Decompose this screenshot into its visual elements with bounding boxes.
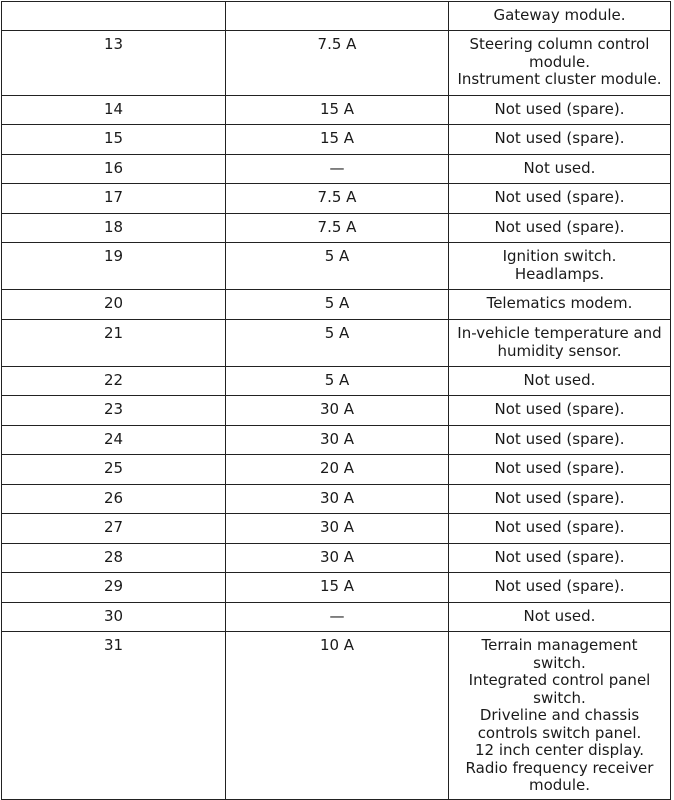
protected-component-cell bbox=[449, 96, 671, 125]
table-row bbox=[2, 426, 671, 455]
protected-component-line: In-vehicle temperature and bbox=[457, 324, 662, 342]
protected-component-cell bbox=[449, 485, 671, 514]
protected-component-line: Not used (spare). bbox=[494, 129, 625, 147]
protected-component-line: controls switch panel. bbox=[477, 723, 642, 742]
protected-component-cell bbox=[449, 603, 671, 632]
fuse-number-cell: 21 bbox=[2, 320, 226, 367]
protected-component-line: Steering column control bbox=[469, 35, 650, 53]
fuse-number-cell: 23 bbox=[2, 396, 226, 426]
protected-component-line: Not used (spare). bbox=[494, 577, 625, 595]
protected-component-line: Not used. bbox=[523, 159, 596, 177]
protected-component-cell bbox=[449, 155, 671, 184]
table-row bbox=[2, 603, 671, 632]
fuse-number-cell: 28 bbox=[2, 544, 226, 573]
fuse-rating-cell: 20 A bbox=[226, 455, 449, 485]
fuse-rating-cell: — bbox=[226, 603, 449, 632]
protected-component-cell bbox=[449, 632, 671, 800]
protected-component-line: Not used (spare). bbox=[494, 548, 625, 566]
fuse-number-cell: 14 bbox=[2, 96, 226, 125]
protected-component-cell bbox=[449, 184, 671, 214]
fuse-number-cell: 18 bbox=[2, 214, 226, 243]
protected-component-cell bbox=[449, 514, 671, 544]
fuse-rating-cell: 7.5 A bbox=[226, 214, 449, 243]
protected-component-cell bbox=[449, 214, 671, 243]
fuse-number-cell: 31 bbox=[2, 632, 226, 800]
protected-component-line: Not used (spare). bbox=[494, 489, 625, 507]
protected-component-cell bbox=[449, 367, 671, 396]
table-row bbox=[2, 367, 671, 396]
protected-component-line: 12 inch center display. bbox=[475, 741, 644, 759]
table-row bbox=[2, 573, 671, 603]
protected-component-cell bbox=[449, 290, 671, 320]
fuse-rating-cell bbox=[226, 2, 449, 31]
protected-component-line: Not used. bbox=[523, 607, 596, 625]
protected-component-cell bbox=[449, 2, 671, 31]
fuse-number-cell: 25 bbox=[2, 455, 226, 485]
protected-component-line: Terrain management switch. bbox=[481, 636, 638, 672]
protected-component-line: Driveline and chassis bbox=[479, 706, 640, 724]
protected-component-line: module. bbox=[529, 776, 590, 794]
protected-component-cell bbox=[449, 573, 671, 603]
table-row bbox=[2, 320, 671, 367]
table-row bbox=[2, 544, 671, 573]
fuse-rating-cell: 5 A bbox=[226, 367, 449, 396]
fuse-rating-cell: 30 A bbox=[226, 426, 449, 455]
protected-component-cell bbox=[449, 31, 671, 96]
protected-component-line: Not used (spare). bbox=[494, 518, 625, 536]
table-row bbox=[2, 2, 671, 31]
fuse-number-cell: 26 bbox=[2, 485, 226, 514]
fuse-rating-cell: 30 A bbox=[226, 544, 449, 573]
fuse-number-cell: 22 bbox=[2, 367, 226, 396]
fuse-number-cell: 17 bbox=[2, 184, 226, 214]
fuse-number-cell bbox=[2, 2, 226, 31]
protected-component-cell bbox=[449, 544, 671, 573]
protected-component-line: humidity sensor. bbox=[497, 341, 622, 360]
protected-component-line: Gateway module. bbox=[493, 6, 626, 24]
fuse-number-cell: 15 bbox=[2, 125, 226, 155]
fuse-rating-cell: 5 A bbox=[226, 243, 449, 290]
protected-component-cell bbox=[449, 396, 671, 426]
fuse-number-cell: 19 bbox=[2, 243, 226, 290]
protected-component-cell bbox=[449, 455, 671, 485]
table-row bbox=[2, 96, 671, 125]
fuse-number-cell: 13 bbox=[2, 31, 226, 96]
protected-component-cell bbox=[449, 320, 671, 367]
protected-component-line: Not used (spare). bbox=[494, 400, 625, 418]
fuse-rating-cell: 30 A bbox=[226, 396, 449, 426]
fuse-number-cell: 16 bbox=[2, 155, 226, 184]
protected-component-line: Not used. bbox=[523, 371, 596, 389]
table-row bbox=[2, 485, 671, 514]
table-row bbox=[2, 396, 671, 426]
fuse-rating-cell: 5 A bbox=[226, 290, 449, 320]
fuse-rating-cell: 7.5 A bbox=[226, 184, 449, 214]
fuse-table-body bbox=[2, 2, 671, 800]
protected-component-line: switch. bbox=[533, 688, 586, 707]
protected-component-line: Not used (spare). bbox=[494, 188, 625, 206]
table-row bbox=[2, 125, 671, 155]
fuse-number-cell: 30 bbox=[2, 603, 226, 632]
protected-component-line: Ignition switch. bbox=[502, 247, 617, 265]
protected-component-line: Instrument cluster module. bbox=[457, 70, 662, 88]
protected-component-line: Not used (spare). bbox=[494, 218, 625, 236]
protected-component-line: Integrated control panel bbox=[468, 671, 651, 689]
protected-component-line: Headlamps. bbox=[514, 264, 605, 283]
fuse-rating-cell: 15 A bbox=[226, 125, 449, 155]
fuse-table bbox=[1, 1, 671, 800]
fuse-rating-cell: 5 A bbox=[226, 320, 449, 367]
protected-component-line: Telematics modem. bbox=[486, 294, 633, 312]
fuse-rating-cell: 30 A bbox=[226, 514, 449, 544]
table-row bbox=[2, 184, 671, 214]
fuse-rating-cell: 7.5 A bbox=[226, 31, 449, 96]
table-row bbox=[2, 31, 671, 96]
protected-component-cell bbox=[449, 243, 671, 290]
fuse-number-cell: 27 bbox=[2, 514, 226, 544]
table-row bbox=[2, 155, 671, 184]
protected-component-line: module. bbox=[529, 52, 590, 71]
fuse-rating-cell: 15 A bbox=[226, 96, 449, 125]
table-row bbox=[2, 214, 671, 243]
table-row bbox=[2, 514, 671, 544]
protected-component-line: Not used (spare). bbox=[494, 100, 625, 118]
fuse-rating-cell: 15 A bbox=[226, 573, 449, 603]
table-row bbox=[2, 455, 671, 485]
protected-component-cell bbox=[449, 426, 671, 455]
table-row bbox=[2, 243, 671, 290]
fuse-number-cell: 29 bbox=[2, 573, 226, 603]
fuse-rating-cell: 10 A bbox=[226, 632, 449, 800]
fuse-number-cell: 20 bbox=[2, 290, 226, 320]
protected-component-line: Not used (spare). bbox=[494, 459, 625, 477]
fuse-rating-cell: — bbox=[226, 155, 449, 184]
table-row bbox=[2, 290, 671, 320]
protected-component-cell bbox=[449, 125, 671, 155]
fuse-number-cell: 24 bbox=[2, 426, 226, 455]
protected-component-line: Radio frequency receiver bbox=[465, 758, 654, 777]
protected-component-line: Not used (spare). bbox=[494, 430, 625, 448]
table-row bbox=[2, 632, 671, 800]
fuse-rating-cell: 30 A bbox=[226, 485, 449, 514]
